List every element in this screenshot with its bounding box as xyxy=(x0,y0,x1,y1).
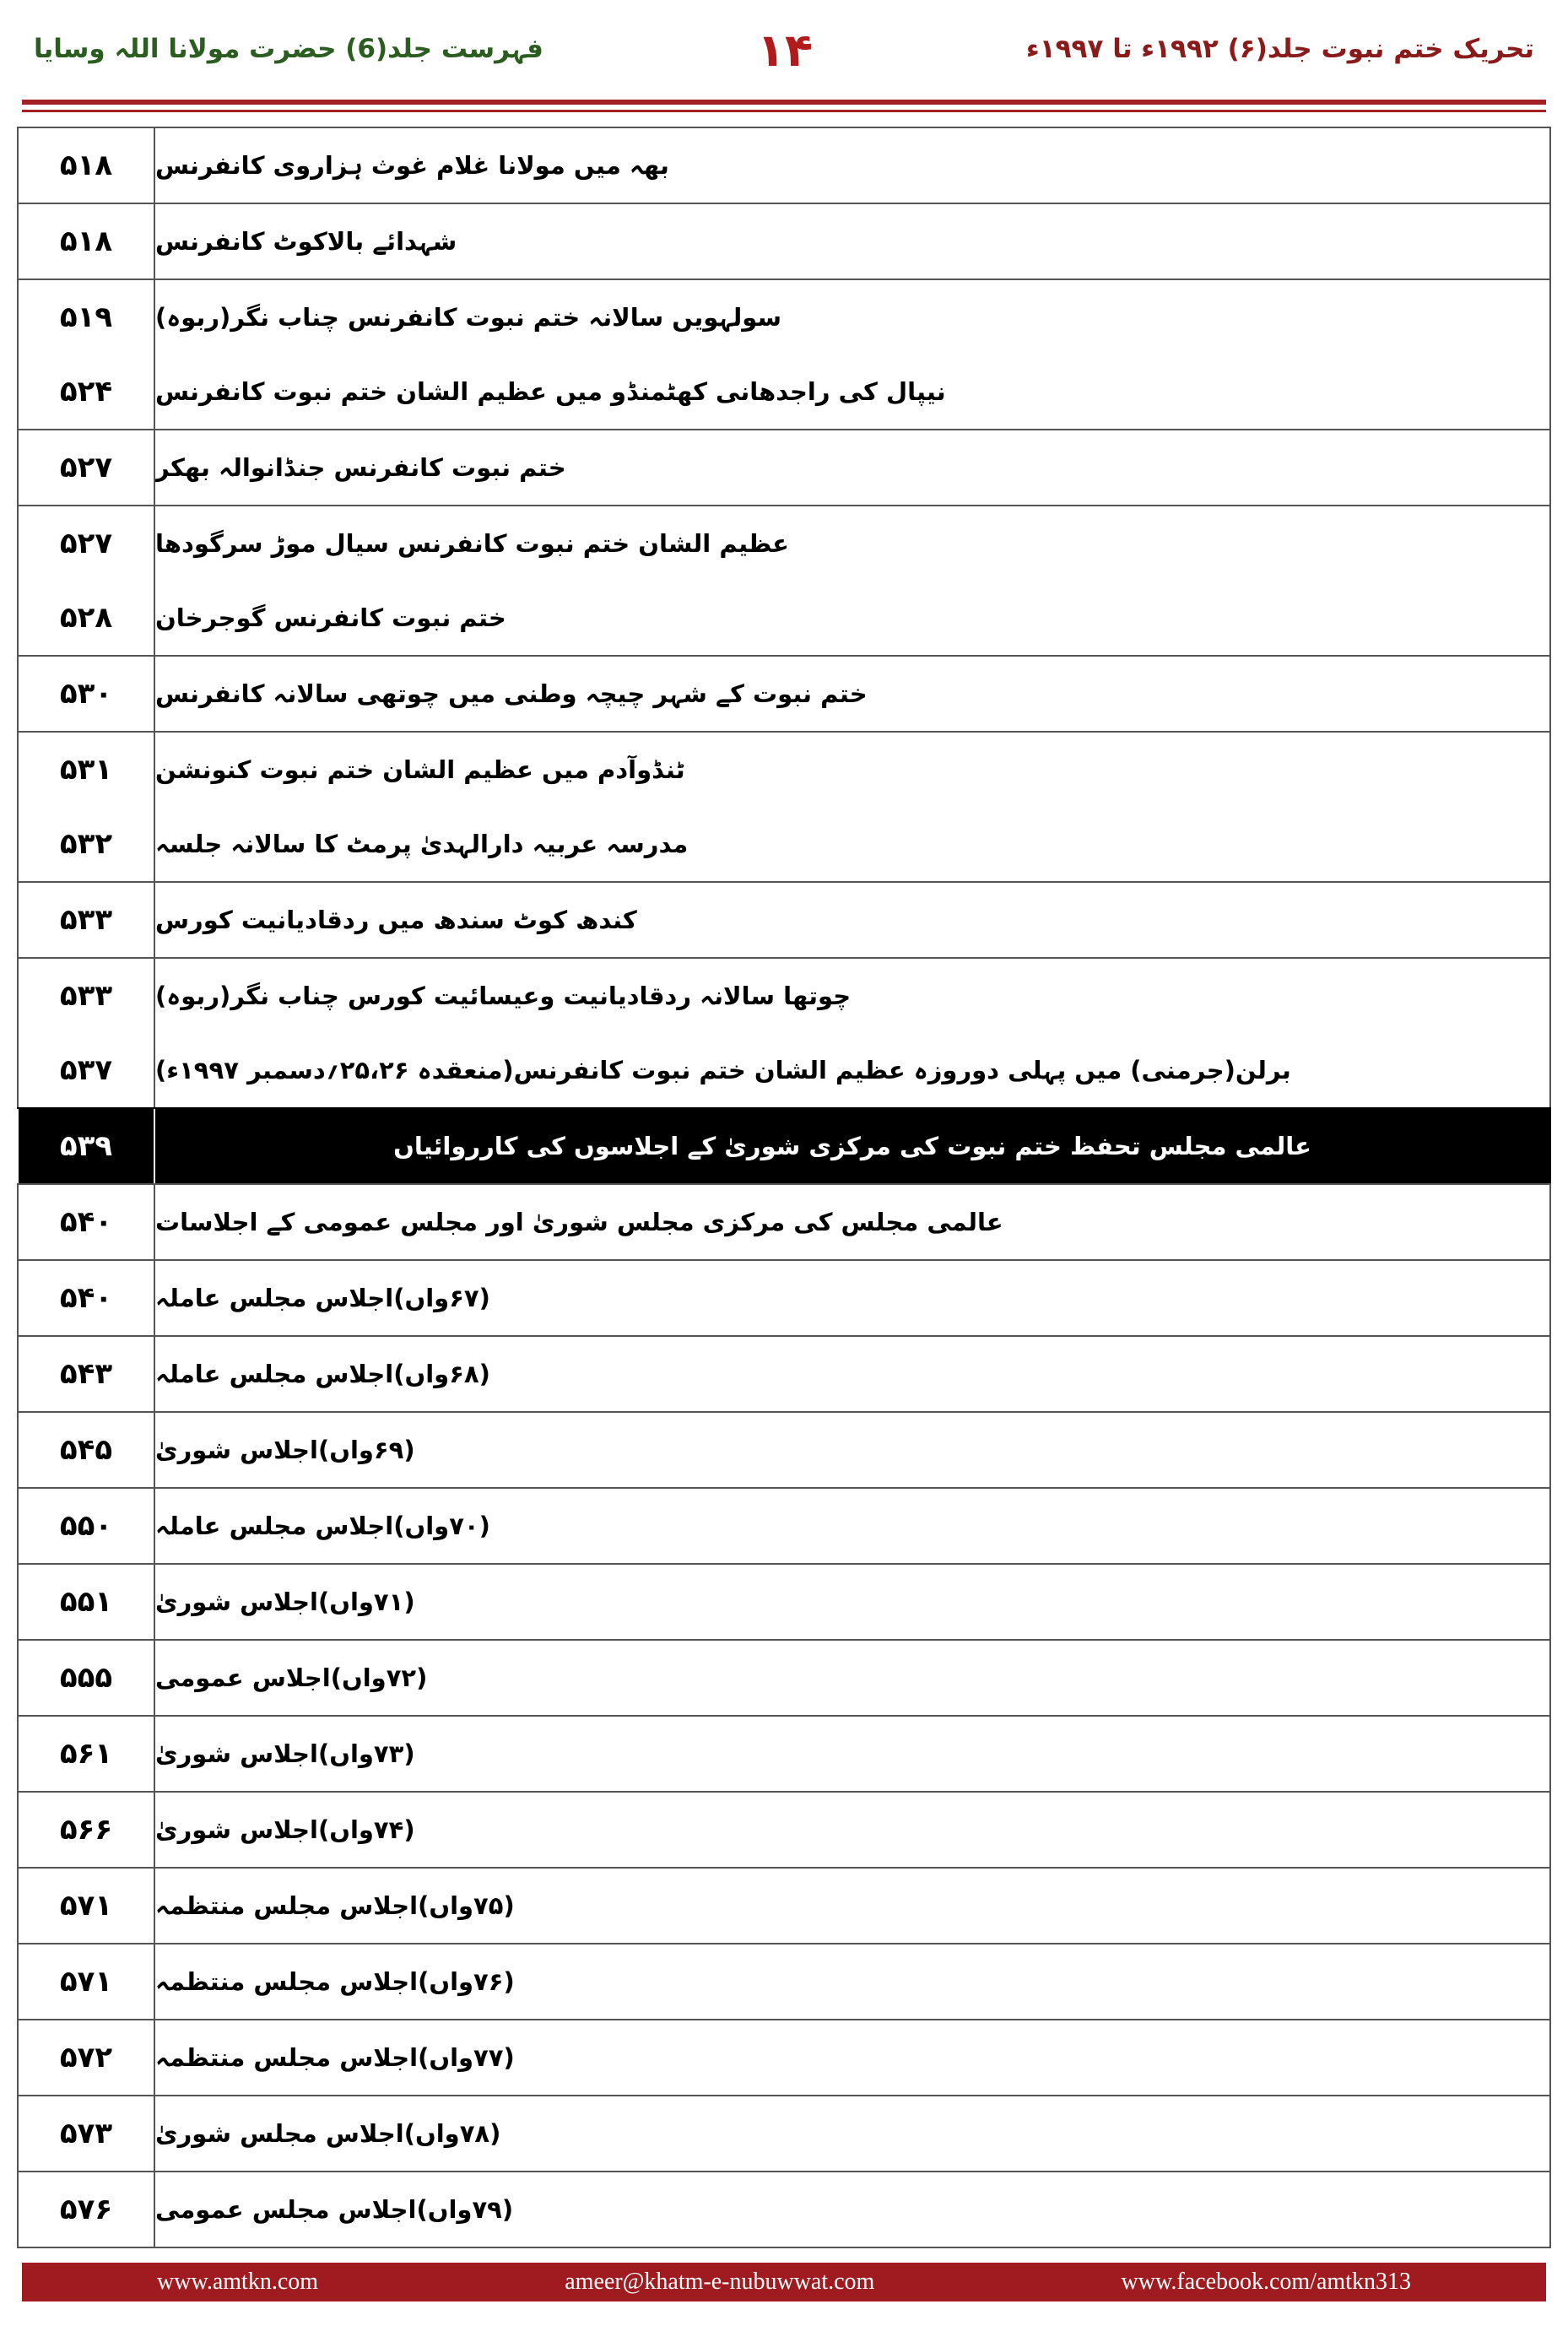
toc-row xyxy=(17,881,1551,957)
toc-entry-title: (۶۹واں)اجلاس شوریٰ xyxy=(155,1436,415,1464)
toc-entry-title: شہدائے بالاکوٹ کانفرنس xyxy=(155,227,457,256)
toc-page-cell xyxy=(17,1337,155,1411)
toc-page-number: ۵۱۸ xyxy=(59,224,113,258)
toc-entry-title: (۷۷واں)اجلاس مجلس منتظمہ xyxy=(155,2043,515,2072)
toc-title-cell xyxy=(155,128,1551,203)
toc-page-cell xyxy=(17,883,155,957)
toc-page-number: ۵۷۱ xyxy=(59,1889,113,1923)
toc-page-number: ۵۵۵ xyxy=(59,1661,113,1695)
toc-entry-title: (۷۵واں)اجلاس مجلس منتظمہ xyxy=(155,1891,515,1920)
toc-page-number: ۵۳۹ xyxy=(59,1129,113,1163)
toc-section-title: عالمی مجلس تحفظ ختم نبوت کی مرکزی شوریٰ کے اجلاسوں کی کارروائیاں xyxy=(393,1132,1311,1160)
toc-title-cell xyxy=(155,959,1551,1107)
toc-page-number: ۵۶۱ xyxy=(59,1737,113,1771)
toc-page-cell xyxy=(17,204,155,279)
toc-entry-title: نیپال کی راجدھانی کھٹمنڈو میں عظیم الشان ختم نبوت کانفرنس xyxy=(155,377,946,406)
toc-entry-title: (۶۷واں)اجلاس مجلس عاملہ xyxy=(155,1284,490,1312)
toc-row xyxy=(17,957,1551,1107)
toc-title-cell xyxy=(155,2096,1551,2171)
toc-title-cell xyxy=(155,733,1551,881)
page-number: ۱۴ xyxy=(757,24,813,77)
toc-page-cell xyxy=(17,1641,155,1715)
toc-row xyxy=(17,203,1551,279)
toc-entry-title: (۷۲واں)اجلاس عمومی xyxy=(155,1663,428,1692)
toc-page-cell xyxy=(17,430,155,505)
toc-title-cell xyxy=(155,1109,1551,1183)
toc-page-number: ۵۴۰ xyxy=(59,1281,113,1315)
toc-page-number: ۵۲۷ xyxy=(59,451,113,484)
toc-row xyxy=(17,2019,1551,2095)
toc-page-cell xyxy=(17,2096,155,2171)
toc-page-cell xyxy=(17,1944,155,2019)
toc-entry-title: کندھ کوٹ سندھ میں ردقادیانیت کورس xyxy=(155,906,637,934)
toc-page-cell xyxy=(17,1261,155,1335)
toc-entry-title: (۷۸واں)اجلاس مجلس شوریٰ xyxy=(155,2119,501,2148)
toc-page-number: ۵۳۰ xyxy=(59,677,113,711)
footer-facebook-link[interactable]: www.facebook.com/amtkn313 xyxy=(1121,2269,1411,2295)
toc-title-cell xyxy=(155,1793,1551,1867)
toc-entry-title: (۷۰واں)اجلاس مجلس عاملہ xyxy=(155,1512,490,1540)
toc-page-number: ۵۲۷ xyxy=(59,527,113,560)
toc-section-row xyxy=(17,1107,1551,1183)
toc-page-cell xyxy=(17,1793,155,1867)
toc-page-number: ۵۱۹ xyxy=(59,300,113,334)
toc-entry-title: بھہ میں مولانا غلام غوث ہزاروی کانفرنس xyxy=(155,151,669,180)
toc-page-number: ۵۳۱ xyxy=(59,753,113,787)
toc-row xyxy=(17,1335,1551,1411)
toc-entry-title: ختم نبوت کانفرنس جنڈانوالہ بھکر xyxy=(155,453,566,482)
toc-page-number: ۵۴۳ xyxy=(59,1357,113,1391)
toc-row xyxy=(17,1563,1551,1639)
toc-page-cell xyxy=(17,506,155,655)
footer-email-link[interactable]: ameer@khatm-e-nubuwwat.com xyxy=(565,2269,875,2295)
header-book-title: تحریک ختم نبوت جلد(۶) ۱۹۹۲ء تا ۱۹۹۷ء xyxy=(1025,34,1534,64)
toc-page-number: ۵۲۸ xyxy=(59,601,113,635)
toc-page-number: ۵۳۳ xyxy=(59,903,113,937)
toc-page-number: ۵۵۰ xyxy=(59,1509,113,1543)
toc-page-number: ۵۷۱ xyxy=(59,1965,113,1999)
toc-title-cell xyxy=(155,883,1551,957)
toc-row xyxy=(17,1715,1551,1791)
toc-title-cell xyxy=(155,1641,1551,1715)
toc-title-cell xyxy=(155,280,1551,429)
toc-row xyxy=(17,1411,1551,1487)
toc-entry-title: (۷۶واں)اجلاس مجلس منتظمہ xyxy=(155,1967,515,1996)
toc-entry-title: عالمی مجلس کی مرکزی مجلس شوریٰ اور مجلس عمومی کے اجلاسات xyxy=(155,1208,1003,1236)
toc-page-cell xyxy=(17,1109,155,1183)
toc-row xyxy=(17,2171,1551,2248)
toc-title-cell xyxy=(155,1869,1551,1943)
toc-row xyxy=(17,1791,1551,1867)
header-rule-thick xyxy=(22,100,1546,105)
header-volume-author: فہرست جلد(6) حضرت مولانا اللہ وسایا xyxy=(34,34,543,64)
toc-row xyxy=(17,655,1551,731)
toc-title-cell xyxy=(155,430,1551,505)
toc-page-cell xyxy=(17,2172,155,2247)
toc-page-number: ۵۴۰ xyxy=(59,1205,113,1239)
toc-page-number: ۵۳۲ xyxy=(59,827,113,861)
toc-row xyxy=(17,1259,1551,1335)
toc-title-cell xyxy=(155,1337,1551,1411)
toc-title-cell xyxy=(155,1185,1551,1259)
toc-page-cell xyxy=(17,1565,155,1639)
toc-page-cell xyxy=(17,959,155,1107)
toc-row xyxy=(17,1487,1551,1563)
toc-page-cell xyxy=(17,2020,155,2095)
toc-page-cell xyxy=(17,280,155,429)
toc-entry-title: (۷۹واں)اجلاس مجلس عمومی xyxy=(155,2195,514,2224)
toc-row xyxy=(17,1943,1551,2019)
toc-title-cell xyxy=(155,506,1551,655)
toc-title-cell xyxy=(155,1489,1551,1563)
toc-page-number: ۵۳۳ xyxy=(59,979,113,1013)
toc-entry-title: (۷۳واں)اجلاس شوریٰ xyxy=(155,1739,415,1768)
toc-title-cell xyxy=(155,204,1551,279)
toc-title-cell xyxy=(155,2020,1551,2095)
toc-page-cell xyxy=(17,657,155,731)
toc-row xyxy=(17,2095,1551,2171)
toc-page-cell xyxy=(17,1717,155,1791)
toc-page-number: ۵۲۴ xyxy=(59,375,113,408)
toc-page-number: ۵۱۸ xyxy=(59,149,113,182)
toc-page-cell xyxy=(17,733,155,881)
toc-row xyxy=(17,279,1551,429)
toc-page-cell xyxy=(17,1185,155,1259)
toc-title-cell xyxy=(155,1717,1551,1791)
toc-row xyxy=(17,1639,1551,1715)
toc-row xyxy=(17,127,1551,203)
toc-entry-title: (۶۸واں)اجلاس مجلس عاملہ xyxy=(155,1360,490,1388)
toc-entry-title: (۷۱واں)اجلاس شوریٰ xyxy=(155,1587,415,1616)
toc-page-number: ۵۵۱ xyxy=(59,1585,113,1619)
toc-entry-title: عظیم الشان ختم نبوت کانفرنس سیال موڑ سرگودھا xyxy=(155,529,789,558)
toc-entry-title: ختم نبوت کے شہر چیچہ وطنی میں چوتھی سالانہ کانفرنس xyxy=(155,679,868,708)
toc-page-number: ۵۳۷ xyxy=(59,1053,113,1087)
toc-title-cell xyxy=(155,1565,1551,1639)
toc-entry-title: سولہویں سالانہ ختم نبوت کانفرنس چناب نگر(ربوہ) xyxy=(155,303,782,332)
footer-website-link[interactable]: www.amtkn.com xyxy=(157,2269,319,2295)
page-header xyxy=(0,0,1568,101)
toc-entry-title: برلن(جرمنی) میں پہلی دوروزہ عظیم الشان ختم نبوت کانفرنس(منعقدہ ۲۵،۲۶؍دسمبر ۱۹۹۷ء) xyxy=(155,1056,1291,1084)
toc-page-number: ۵۷۳ xyxy=(59,2117,113,2150)
toc-row xyxy=(17,429,1551,505)
toc-row xyxy=(17,505,1551,655)
table-of-contents xyxy=(17,127,1551,2248)
toc-title-cell xyxy=(155,2172,1551,2247)
toc-page-cell xyxy=(17,128,155,203)
toc-entry-title: ختم نبوت کانفرنس گوجرخان xyxy=(155,603,506,632)
toc-row xyxy=(17,1183,1551,1259)
toc-entry-title: چوتھا سالانہ ردقادیانیت وعیسائیت کورس چناب نگر(ربوہ) xyxy=(155,982,852,1010)
toc-entry-title: ٹنڈوآدم میں عظیم الشان ختم نبوت کنونشن xyxy=(155,755,685,784)
toc-page-number: ۵۶۶ xyxy=(59,1813,113,1847)
toc-page-number: ۵۷۶ xyxy=(59,2193,113,2226)
toc-title-cell xyxy=(155,1261,1551,1335)
toc-title-cell xyxy=(155,657,1551,731)
page-footer xyxy=(22,2263,1546,2301)
toc-title-cell xyxy=(155,1413,1551,1487)
toc-title-cell xyxy=(155,1944,1551,2019)
toc-page-number: ۵۷۲ xyxy=(59,2041,113,2074)
toc-row xyxy=(17,1867,1551,1943)
toc-page-cell xyxy=(17,1489,155,1563)
toc-entry-title: مدرسہ عربیہ دارالہدیٰ پرمٹ کا سالانہ جلسہ xyxy=(155,830,689,858)
toc-page-cell xyxy=(17,1413,155,1487)
header-rule-thin xyxy=(22,110,1546,112)
toc-page-number: ۵۴۵ xyxy=(59,1433,113,1467)
toc-entry-title: (۷۴واں)اجلاس شوریٰ xyxy=(155,1815,415,1844)
toc-row xyxy=(17,731,1551,881)
toc-page-cell xyxy=(17,1869,155,1943)
